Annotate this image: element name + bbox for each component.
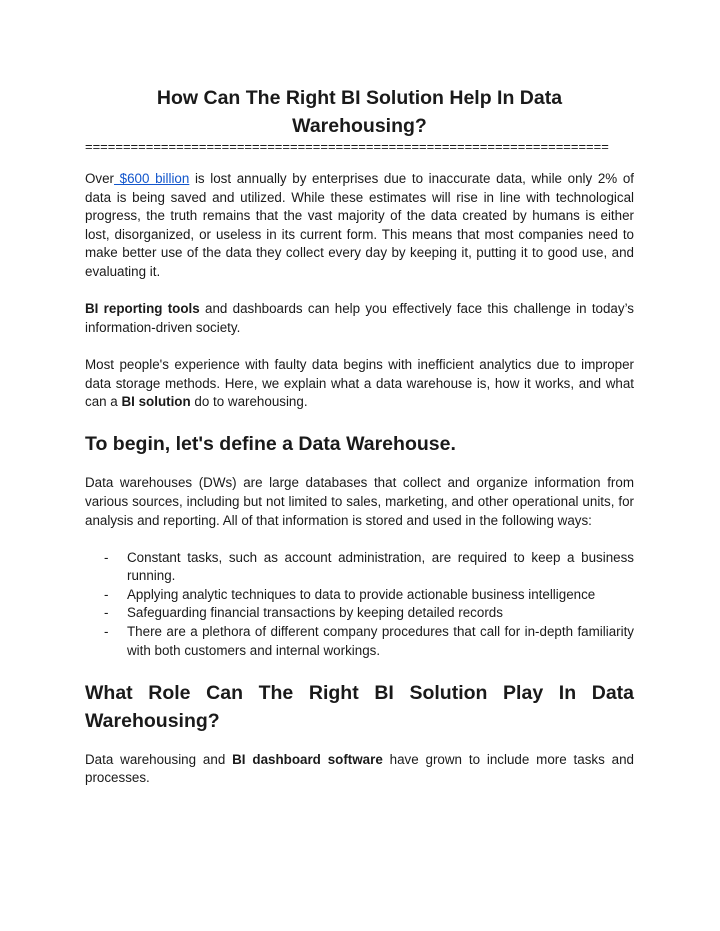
dash-bullet: - bbox=[104, 624, 109, 640]
list-item-text: Constant tasks, such as account administration, are required to keep a business running. bbox=[127, 549, 634, 584]
intro-p3-before: Most people's experience with faulty data begins with inefficient analytics due to improper data storage methods. Here, we explain what a data warehouse is, how it works, and what can a bbox=[85, 356, 634, 410]
bi-dashboard-paragraph bbox=[85, 751, 634, 788]
intro-paragraph-2 bbox=[85, 300, 634, 337]
intro-p3-after: do to warehousing. bbox=[190, 394, 308, 410]
list-item-text: Safeguarding financial transactions by keeping detailed records bbox=[127, 605, 503, 621]
data-warehouse-paragraph: Data warehouses (DWs) are large databases that collect and organize information from various sources, including but not limited to sales, marketing, and other operational units, for analysis and reporting. All of that information is stored and used in the following ways: bbox=[85, 475, 634, 528]
bi-p-after: have grown to include more tasks and processes. bbox=[85, 751, 634, 786]
600-billion-link[interactable]: $600 billion bbox=[114, 171, 190, 186]
section-heading-data-warehouse: To begin, let's define a Data Warehouse. bbox=[85, 433, 456, 456]
bi-p-before: Data warehousing and bbox=[85, 751, 233, 767]
intro-prefix: Over bbox=[85, 171, 115, 186]
intro-p1-text: is lost annually by enterprises due to inaccurate data, while only 2% of data is being saved and utilized. While these estimates will rise in line with technological progress, the truth remains that the vast majority of the data created by humans is either lost, disorganized, or useless in its current form. This means that most companies need to make better use of the data they collect every day by keeping it, putting it to good use, and evaluating it. bbox=[85, 171, 634, 279]
bi-solution-bold: BI solution bbox=[121, 394, 191, 410]
dash-bullet: - bbox=[104, 549, 109, 565]
intro-paragraph-3 bbox=[85, 356, 634, 412]
section-heading-bi-solution-role: What Role Can The Right BI Solution Play In Data Warehousing? bbox=[85, 681, 634, 732]
list-item bbox=[85, 586, 634, 605]
list-item bbox=[85, 604, 634, 623]
title-separator: ===================================================================== bbox=[85, 140, 609, 154]
list-item-text: Applying analytic techniques to data to provide actionable business intelligence bbox=[127, 586, 596, 602]
intro-p2-text: and dashboards can help you effectively face this challenge in today’s information-driven society. bbox=[85, 301, 635, 335]
intro-paragraph-1 bbox=[85, 170, 634, 282]
list-item-text: There are a plethora of different company procedures that call for in-depth familiarity with both customers and internal workings. bbox=[127, 624, 634, 658]
document-page bbox=[85, 84, 634, 807]
list-item bbox=[85, 549, 634, 586]
dash-bullet: - bbox=[104, 586, 109, 602]
bi-reporting-tools-bold: BI reporting tools bbox=[85, 301, 200, 317]
bi-dashboard-software-bold: BI dashboard software bbox=[232, 751, 383, 767]
dash-bullet: - bbox=[104, 605, 109, 621]
data-warehouse-uses-list bbox=[85, 549, 634, 661]
document-title: How Can The Right BI Solution Help In Data Warehousing? bbox=[156, 87, 563, 137]
list-item bbox=[85, 623, 634, 660]
